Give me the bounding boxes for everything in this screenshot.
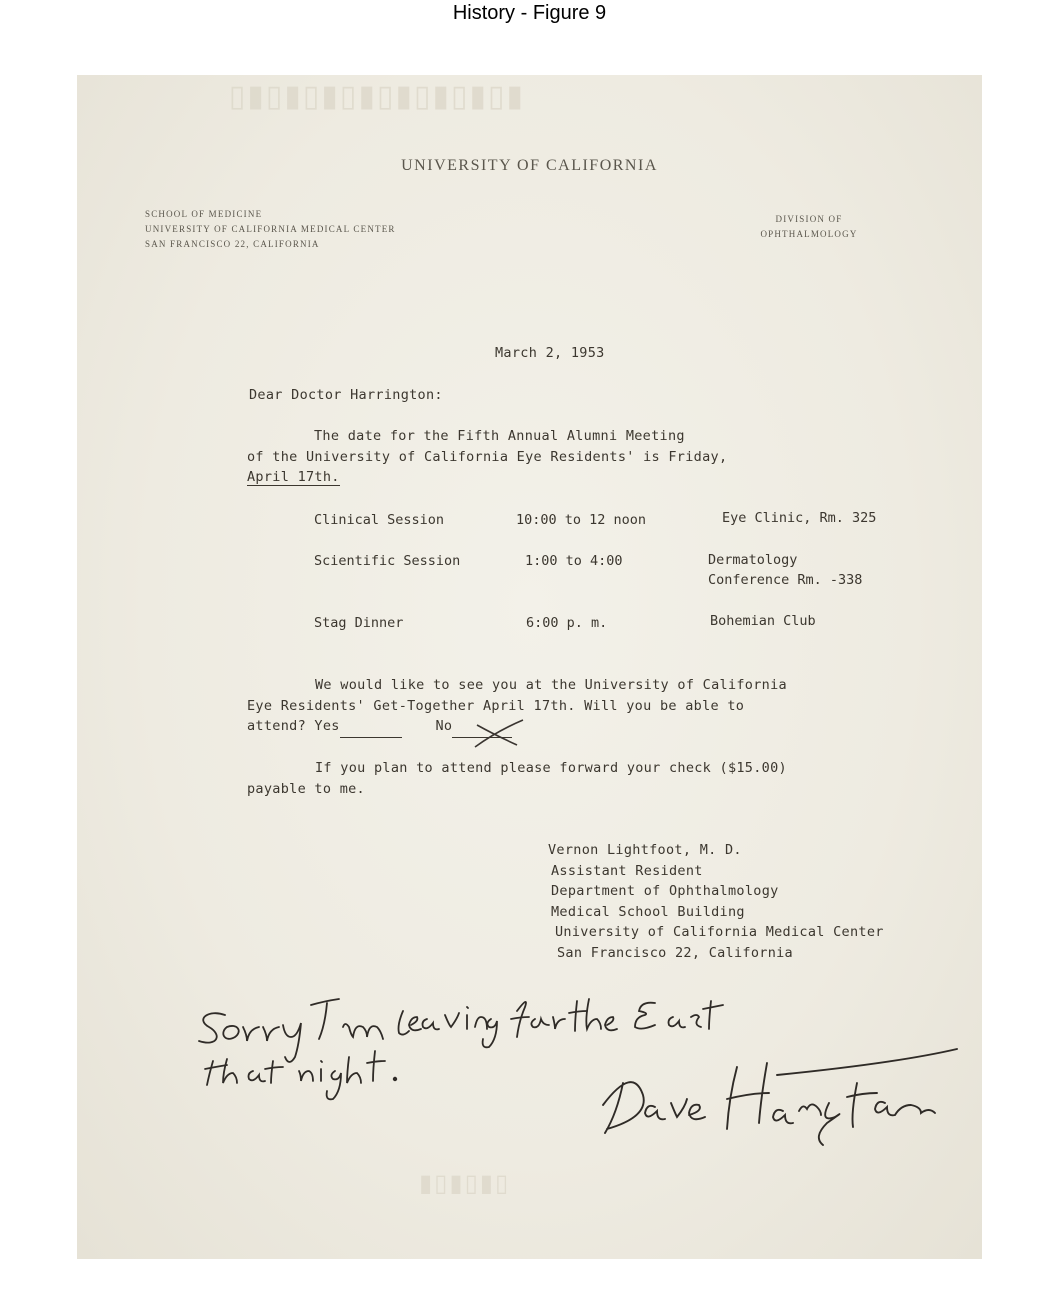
signature-line: Assistant Resident	[551, 862, 703, 879]
handwritten-signature	[603, 1049, 957, 1145]
bleed-through-mark: ▮▯▮▯▮▯▮▯▮▯▮▯▮▯▮▯	[227, 79, 524, 114]
paragraph-line: Eye Residents' Get-Together April 17th. Will you be able to	[247, 697, 745, 714]
signature-line: University of California Medical Center	[555, 924, 884, 940]
signature-line: Medical School Building	[551, 903, 745, 920]
letter-page	[77, 75, 982, 1259]
address-line: SAN FRANCISCO 22, CALIFORNIA	[145, 239, 320, 249]
schedule-place: Eye Clinic, Rm. 325	[722, 510, 877, 526]
signature-line: San Francisco 22, California	[557, 944, 793, 961]
salutation: Dear Doctor Harrington:	[249, 387, 443, 403]
letter-date: March 2, 1953	[495, 345, 605, 361]
letterhead-institution: UNIVERSITY OF CALIFORNIA	[401, 157, 658, 174]
figure-title: History - Figure 9	[452, 2, 607, 24]
division-line: OPHTHALMOLOGY	[760, 229, 858, 239]
rsvp-yes-label: attend? Yes	[247, 718, 340, 734]
signature-line: Department of Ophthalmology	[551, 883, 779, 899]
division-line: DIVISION OF	[775, 214, 843, 224]
handwritten-note	[205, 1051, 396, 1099]
paragraph-line-underlined: April 17th.	[247, 469, 340, 485]
address-line: UNIVERSITY OF CALIFORNIA MEDICAL CENTER	[145, 224, 396, 234]
schedule-place: Bohemian Club	[710, 613, 816, 629]
signature-line: Vernon Lightfoot, M. D.	[548, 842, 742, 858]
schedule-event: Stag Dinner	[314, 615, 404, 631]
bleed-through-mark: ▯▮▯▮▯▮	[417, 1169, 509, 1197]
paragraph-line: If you plan to attend please forward your check ($15.00)	[315, 760, 787, 776]
paragraph-line: payable to me.	[247, 780, 365, 797]
schedule-time: 10:00 to 12 noon	[516, 512, 647, 528]
schedule-event: Clinical Session	[314, 512, 445, 528]
schedule-place-line: Conference Rm. -338	[708, 572, 863, 588]
paragraph-line: The date for the Fifth Annual Alumni Meeting	[314, 428, 685, 444]
schedule-time: 1:00 to 4:00	[525, 553, 623, 569]
schedule-time: 6:00 p. m.	[526, 615, 608, 631]
handwritten-note	[199, 999, 723, 1062]
paragraph-line: of the University of California Eye Residents' is Friday,	[247, 448, 728, 465]
rsvp-no-label: No	[435, 718, 453, 734]
paragraph-line: We would like to see you at the University of California	[315, 677, 787, 693]
rsvp-no-x-mark	[475, 720, 523, 747]
schedule-place-line: Dermatology	[708, 552, 798, 568]
schedule-event: Scientific Session	[314, 553, 461, 569]
address-line: SCHOOL OF MEDICINE	[145, 209, 263, 219]
handwriting-layer	[77, 75, 982, 1259]
